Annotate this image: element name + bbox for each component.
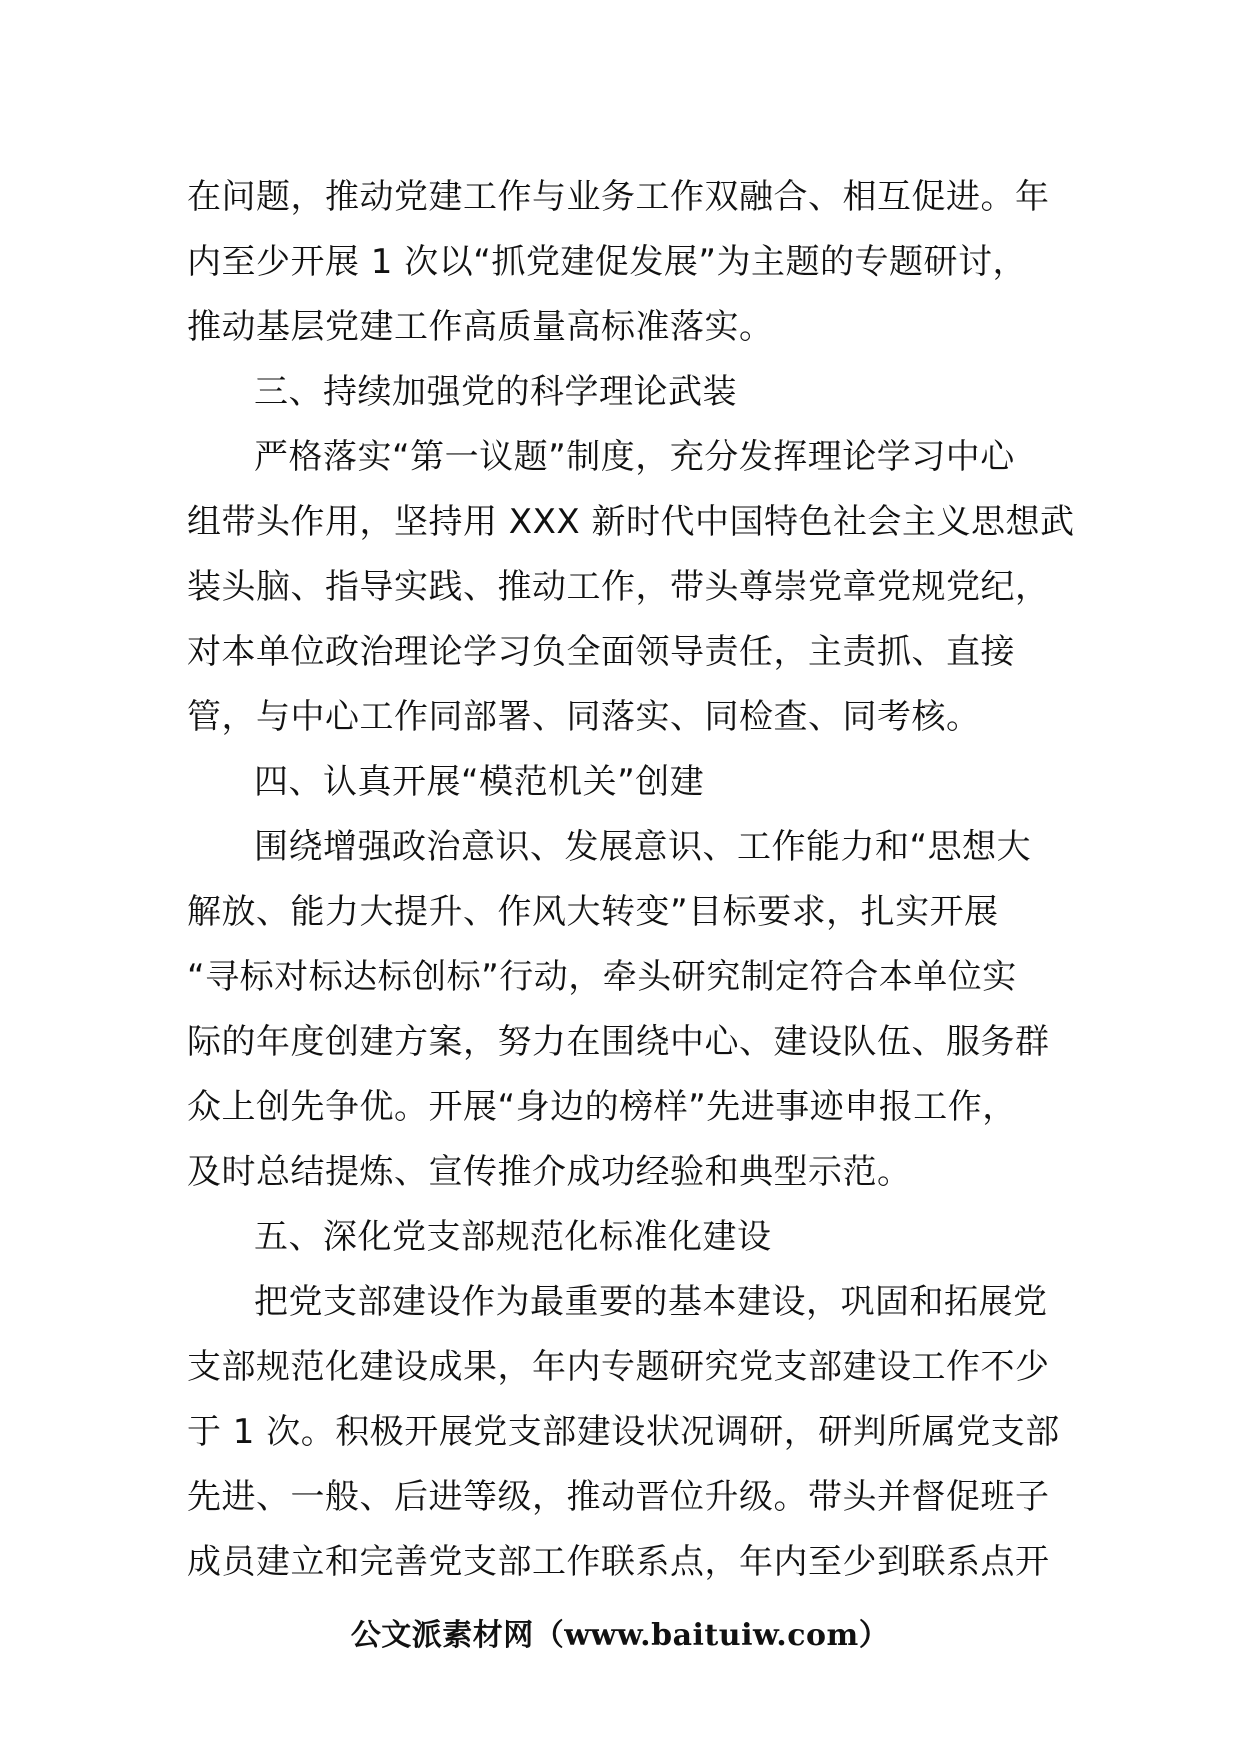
paragraph-line: 众上创先争优。开展“身边的榜样”先进事迹申报工作， [187,1087,1017,1127]
section-heading: 五、深化党支部规范化标准化建设 [254,1217,772,1257]
paragraph-line: 组带头作用，坚持用 XXX 新时代中国特色社会主义思想武 [187,502,1075,542]
paragraph-line: 支部规范化建设成果，年内专题研究党支部建设工作不少 [187,1347,1050,1387]
document-body [187,165,1075,1595]
paragraph-line: 际的年度创建方案，努力在围绕中心、建设队伍、服务群 [187,1022,1050,1062]
footer-watermark: 公文派素材网（www.baituiw.com） [350,1618,890,1653]
paragraph-line: 解放、能力大提升、作风大转变”目标要求，扎实开展 [187,892,999,932]
paragraph-line: 把党支部建设作为最重要的基本建设，巩固和拓展党 [254,1282,1048,1322]
paragraph-line: 及时总结提炼、宣传推介成功经验和典型示范。 [187,1152,912,1192]
section-heading: 三、持续加强党的科学理论武装 [254,372,737,412]
paragraph-line: 严格落实“第一议题”制度，充分发挥理论学习中心 [254,437,1015,477]
paragraph-line: 推动基层党建工作高质量高标准落实。 [187,307,774,347]
section-heading: 四、认真开展“模范机关”创建 [254,762,705,802]
paragraph-line: “寻标对标达标创标”行动，牵头研究制定符合本单位实 [187,957,1017,997]
paragraph-line: 于 1 次。积极开展党支部建设状况调研，研判所属党支部 [187,1412,1060,1452]
paragraph-line: 对本单位政治理论学习负全面领导责任，主责抓、直接 [187,632,1015,672]
paragraph-line: 管，与中心工作同部署、同落实、同检查、同考核。 [187,697,981,737]
paragraph-line: 围绕增强政治意识、发展意识、工作能力和“思想大 [254,827,1032,867]
paragraph-line: 在问题，推动党建工作与业务工作双融合、相互促进。年 [187,177,1050,217]
paragraph-line: 装头脑、指导实践、推动工作，带头尊崇党章党规党纪， [187,567,1050,607]
paragraph-line: 成员建立和完善党支部工作联系点，年内至少到联系点开 [187,1542,1050,1582]
paragraph-line: 先进、一般、后进等级，推动晋位升级。带头并督促班子 [187,1477,1050,1517]
paragraph-line: 内至少开展 1 次以“抓党建促发展”为主题的专题研讨， [187,242,1027,282]
